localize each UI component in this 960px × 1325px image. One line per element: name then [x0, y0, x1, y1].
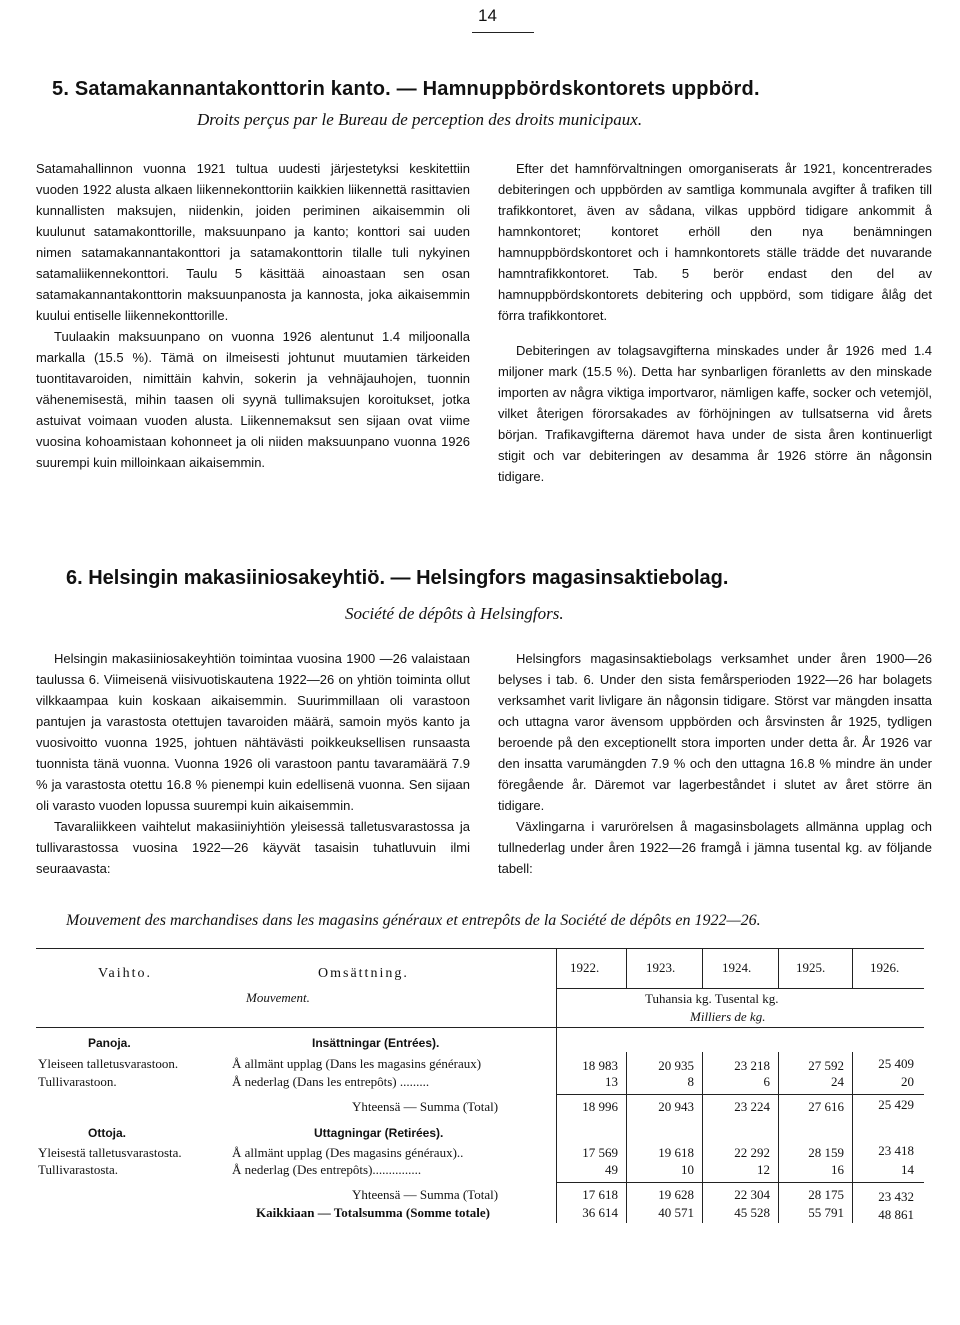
- table-unit-rule: [556, 988, 924, 989]
- cell: 19 618: [658, 1145, 694, 1160]
- cell: 23 418: [878, 1143, 914, 1158]
- section-5-finnish-text: [36, 158, 470, 473]
- sum-cell: 28 175: [808, 1187, 844, 1202]
- paragraph: Tuulaakin maksuunpano on vuonna 1926 alentunut 1.4 miljoonalla markalla (15.5 %). Tämä on ilmeisesti johtunut muutamien tärkeiden tuontitavaroiden, nimittäin kahvin, sokerin ja vehnäjauhojen, tuonnin vähenemisestä, mihin taasen oli syynä tullimaksujen koroitukset, jotka astuivat voimaan vuoden alusta. Liikennemaksut sen sijaan ovat viime vuosina kohoamistaan kohonneet ja oli niiden maksuunpano vuonna 1926 suurempi kuin milloinkaan aikaisemmin.: [36, 329, 470, 470]
- grand-total-cell: 48 861: [878, 1207, 914, 1222]
- cell: 10: [681, 1162, 694, 1177]
- cell: 14: [901, 1162, 914, 1177]
- header-vaihto: Vaihto.: [98, 966, 153, 981]
- year-header: 1923.: [646, 960, 676, 975]
- row-label-fi: Yleisestä talletusvarastosta.: [38, 1145, 182, 1160]
- row-label-sv: Å allmänt upplag (Des magasins généraux)..: [232, 1145, 464, 1160]
- sum-label: Yhteensä — Summa (Total): [352, 1099, 499, 1114]
- sum-cell: 19 628: [658, 1187, 694, 1202]
- col-rule: [778, 948, 779, 988]
- paragraph: Helsingfors magasinsaktiebolags verksamhet under åren 1900—26 belyses i tab. 6. Under den sista femårsperioden 1922—26 har bolagets verksamhet varit livligare än någonsin tidigare. Störst var mängden insatta och uttagna varor ävensom uppbörden och årsvinsten år 1925, tydligen beroende på den exceptionellt stora importen under detta år. År 1926 var den insatta varumängden 7.9 % och den uttagna 16.8 % mindre än under föregående år. Däremot var lagerbeståndet i slutet av året större än tidigare.: [498, 651, 932, 813]
- header-omsattning: Omsättning.: [318, 966, 409, 981]
- year-header: 1925.: [796, 960, 826, 975]
- sum-rule: [556, 1182, 924, 1183]
- unit-label: Tuhansia kg. Tusental kg.: [645, 991, 779, 1006]
- col-rule: [778, 1052, 779, 1223]
- row-label-sv: Å nederlag (Des entrepôts)...............: [232, 1162, 422, 1177]
- cell: 12: [757, 1162, 770, 1177]
- section-5-subtitle: Droits perçus par le Bureau de perception des droits municipaux.: [197, 110, 643, 129]
- sum-cell: 23 432: [878, 1189, 914, 1204]
- paragraph: Helsingin makasiiniosakeyhtiön toimintaa vuosina 1900 —26 valaistaan taulussa 6. Viimeisenä viisivuotiskautena 1922—26 on yhtiön toiminta ollut vilkkaampaa kuin koskaan aikaisemmin. Suurimmillaan oli varastoon pantujen ja varastosta otettujen tavaroiden määrä, samoin myös kanto ja vuosivoitto vuonna 1925, johtuen nähtävästi poikkeuksellisen runsaasta tuonnista tänä vuonna. Vuonna 1926 oli varastoon pantu tavaramäärä 7.9 % ja varastosta otettu 16.8 % pienempi kuin edellisenä vuonna. Sen sijaan oli varasto vuoden lopussa suurempi kuin aikaisemmin.: [36, 651, 470, 813]
- col-rule: [702, 948, 703, 988]
- sum-cell: 25 429: [878, 1097, 914, 1112]
- col-rule: [702, 1052, 703, 1223]
- cell: 20: [901, 1074, 914, 1089]
- sum-label: Yhteensä — Summa (Total): [352, 1187, 499, 1202]
- row-label-fi: Yleiseen talletusvarastoon.: [38, 1056, 179, 1071]
- cell: 17 569: [582, 1145, 618, 1160]
- cell: 6: [763, 1074, 770, 1089]
- sum-cell: 23 224: [734, 1099, 770, 1114]
- cell: 8: [687, 1074, 694, 1089]
- table-header-rule: [36, 1027, 924, 1028]
- cell: 16: [831, 1162, 844, 1177]
- sum-cell: 27 616: [808, 1099, 844, 1114]
- year-header: 1926.: [870, 960, 900, 975]
- cell: 27 592: [808, 1058, 844, 1073]
- grand-total-cell: 45 528: [734, 1205, 770, 1220]
- grand-total-cell: 40 571: [658, 1205, 694, 1220]
- col-rule: [852, 948, 853, 988]
- row-label-sv: Å nederlag (Dans les entrepôts) .........: [232, 1074, 430, 1089]
- cell: 13: [605, 1074, 618, 1089]
- paragraph: Växlingarna i varurörelsen å magasinsbolagets allmänna upplag och tullnederlag under åren 1922—26 framgå i jämna tusental kg. av följande tabell:: [498, 819, 932, 876]
- grand-total-cell: 36 614: [582, 1205, 618, 1220]
- paragraph: Satamahallinnon vuonna 1921 tultua uudesti järjestetyksi keskitettiin vuoden 1922 alusta alkaen liikennekonttoriin kaikkien liikennettä rasittavien kunnallisten maksujen, niidenkin, joiden periminen aikaisemmin oli kuulunut satamakonttorille, maksuunpano ja kanto; konttori sai uuden nimen satamakannantakonttori ja satamakonttorin tilalle tuli nykyinen satamaliikennekonttori. Taulu 5 käsittää ainoastaan sen osan satamakannantakonttorin maksuunpanosta ja kannosta, joka aikaisemmin kuului entiselle liikennekonttorille.: [36, 161, 470, 323]
- sum-cell: 22 304: [734, 1187, 770, 1202]
- year-header: 1924.: [722, 960, 752, 975]
- section-6-swedish-text: [498, 648, 932, 879]
- col-rule: [626, 948, 627, 988]
- row-label-fi: Tullivarastoon.: [38, 1074, 117, 1089]
- sum-cell: 17 618: [582, 1187, 618, 1202]
- section-5-heading: 5. Satamakannantakonttorin kanto. — Hamnuppbördskontorets uppbörd.: [52, 78, 760, 100]
- paragraph: Debiteringen av tolagsavgifterna minskades under år 1926 med 1.4 miljoner mark (15.5 %). Detta har synbarligen föranletts av den minskade importen av några viktiga importvaror, nämligen kaffe, socker och vetemjöl, vilket återigen förorsakades av förhöjningen av tullsatserna vid årets början. Trafikavgifterna däremot hava under de sista åren kontinuerligt stigit och var debiteringen av desamma år 1926 större än någonsin tidigare.: [498, 343, 932, 484]
- cell: 28 159: [808, 1145, 844, 1160]
- sum-cell: 18 996: [582, 1099, 618, 1114]
- grand-total-label: Kaikkiaan — Totalsumma (Somme totale): [256, 1205, 491, 1220]
- section-6-finnish-text: [36, 648, 470, 879]
- row-label-fi: Tullivarastosta.: [38, 1162, 119, 1177]
- table-caption: Mouvement des marchandises dans les magasins généraux et entrepôts de la Société de dépôts en 1922—26.: [66, 912, 761, 929]
- page-number-rule: [472, 32, 534, 33]
- section-6-heading: 6. Helsingin makasiiniosakeyhtiö. — Helsingfors magasinsaktiebolag.: [66, 567, 729, 589]
- paragraph: Efter det hamnförvaltningen omorganiserats år 1921, koncentrerades debiteringen och uppbörden av samtliga kommunala avgifter å trafiken till trafikkontoret, även av sådana, vilkas uppbörd tidigare ankommit å hamnkontoret; kontoret erhöll den nya benämningen hamnuppbördskontoret och i hamnkontorets ställe trädde det nuvarande hamntrafikkontoret. Tab. 5 berör endast den del av hamnuppbördskontorets debitering och uppbörd, som tidigare ålåg det förra trafikkontoret.: [498, 161, 932, 323]
- section-5-swedish-text: [498, 158, 932, 487]
- cell: 24: [831, 1074, 844, 1089]
- cell: 20 935: [658, 1058, 694, 1073]
- grand-total-cell: 55 791: [808, 1205, 844, 1220]
- paragraph: Tavaraliikkeen vaihtelut makasiiniyhtiön yleisessä talletusvarastossa ja tullivarastossa vuosina 1922—26 käyvät tasaisin tuhatluvuin ilmi seuraavasta:: [36, 819, 470, 876]
- section-6-subtitle: Société de dépôts à Helsingfors.: [345, 604, 564, 623]
- col-rule: [626, 1052, 627, 1223]
- row-label-sv: Å allmänt upplag (Dans les magasins généraux): [232, 1056, 482, 1071]
- table-top-rule: [36, 948, 924, 949]
- cell: 25 409: [878, 1056, 914, 1071]
- group-label-panoja: Panoja.: [88, 1036, 131, 1050]
- sum-cell: 20 943: [658, 1099, 694, 1114]
- page-number: 14: [478, 6, 497, 25]
- cell: 18 983: [582, 1058, 618, 1073]
- group-label-ottoja: Ottoja.: [88, 1126, 126, 1140]
- sum-rule: [556, 1094, 924, 1095]
- cell: 49: [605, 1162, 618, 1177]
- header-mouvement: Mouvement.: [246, 990, 310, 1005]
- unit-label-fr: Milliers de kg.: [690, 1009, 766, 1024]
- cell: 22 292: [734, 1145, 770, 1160]
- group-label-uttagningar: Uttagningar (Retirées).: [314, 1126, 444, 1140]
- group-label-insattningar: Insättningar (Entrées).: [312, 1036, 440, 1050]
- year-header: 1922.: [570, 960, 600, 975]
- cell: 23 218: [734, 1058, 770, 1073]
